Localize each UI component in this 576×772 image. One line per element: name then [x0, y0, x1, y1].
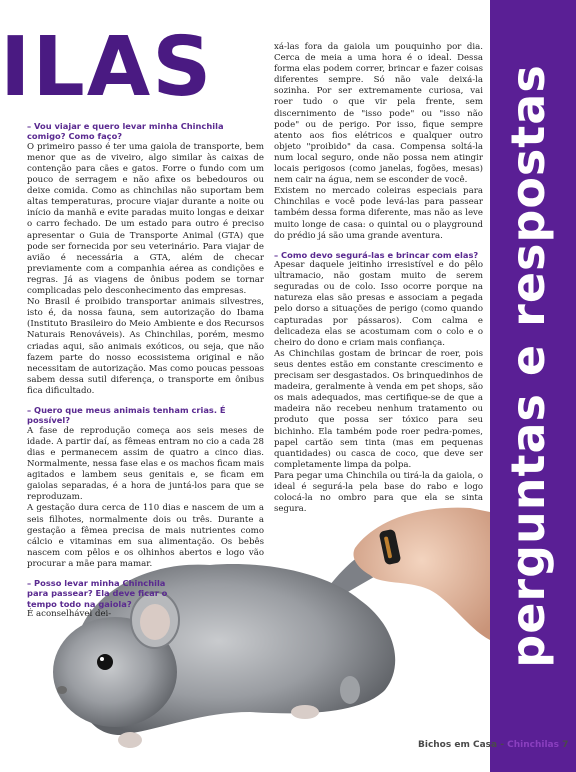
body-paragraph: No Brasil é proibido transportar animais silvestres, isto é, da nossa fauna, sem autorização do Ibama (Instituto Brasileiro do Meio Ambiente e dos Recursos Naturais Renováveis). As Chinchilas, porém, mesmo criadas aqui, são animais exóticos, ou seja, que não fazem parte do nosso ecossistema original e não necessitam de autorização. Mas como poucas pessoas sabem dessa sutil diferença, o transporte em ônibus fica dificultado.	[27, 297, 264, 396]
page-number: 7	[562, 740, 569, 750]
footer-section: Chinchilas	[507, 740, 559, 750]
body-paragraph: Para pegar uma Chinchila ou tirá-la da gaiola, o ideal é segurá-la pela base do rabo e logo colocá-la no ombro para que ela se sinta segura.	[274, 470, 483, 515]
footer-separator: -	[497, 740, 508, 750]
body-paragraph: É aconselhável dei-	[27, 609, 112, 620]
page-footer	[418, 740, 568, 750]
side-title: perguntas e respostas	[501, 64, 555, 668]
question-heading: – Quero que meus animais tenham crias. É possível?	[27, 404, 226, 426]
body-paragraph: Apesar daquele jeitinho irresistível e do pêlo ultramacio, não gostam muito de serem seguradas ou de colo. Isso ocorre porque na natureza elas são presas e associam a pegada pelo dorso a situações de perigo (como quando capturadas por pássaros). Com calma e delicadeza elas se acostumam com o colo e o cheiro do dono e criam mais confiança.	[274, 260, 483, 348]
footer-magazine: Bichos em Casa	[418, 740, 498, 750]
text-column-right	[274, 42, 483, 515]
question-heading: – Como devo segurá-las e brincar com elas?	[274, 249, 479, 260]
body-paragraph: O primeiro passo é ter uma gaiola de transporte, bem menor que as de viveiro, algo similar às caixas de contenção para cães e gatos. Forre o fundo com um pouco de serragem e não afixe os bebedouros ou deixe comida. Como as chinchilas não suportam bem altas temperaturas, procure viajar durante a noite ou início da manhã e evite paradas muito longas e deixar o carro fechado. De um estado para outro é preciso apresentar o Guia de Transporte Animal (GTA) que pode ser fornecida por seu veterinário. Para viajar de avião é necessária a GTA, além de checar previamente com a companhia aérea as condições e regras. Já as viagens de ônibus podem se tornar complicadas pelo desconhecimento das empresas.	[27, 141, 264, 297]
question-heading: – Posso levar minha Chinchila para passear? Ela deve ficar o tempo todo na gaiola?	[27, 578, 168, 609]
body-paragraph: xá-las fora da gaiola um pouquinho por dia. Cerca de meia a uma hora é o ideal. Dessa forma elas podem correr, brincar e fazer coisas diferentes sempre. Só não vale deixá-la sozinha. Por ser extremamente curiosa, vai roer tudo o que vir pela frente, sem discernimento de "isso pode" ou "isso não pode" ou de perigo. Por isso, fique sempre atento aos fios elétricos e qualquer outro objeto "proibido" da casa. Compensa soltá-la num local seguro, onde não possa nem atingir locais perigosos (como janelas, fogões, mesas) nem cair na água, nem se esconder de você.	[274, 42, 483, 186]
body-paragraph: A fase de reprodução começa aos seis meses de idade. A partir daí, as fêmeas entram no cio a cada 28 dias e permanecem assim de quatro a cinco dias. Normalmente, nessa fase elas e os machos ficam mais agitados e lambem seus genitais e, se ficam em gaiolas separadas, é a hora de juntá-los para que se reproduzam.	[27, 425, 264, 503]
question-heading: – Vou viajar e quero levar minha Chinchila comigo? Como faço?	[27, 121, 224, 142]
body-paragraph: A gestação dura cerca de 110 dias e nascem de um a seis filhotes, normalmente dois ou três. Durante a gestação a fêmea precisa de mais nutrientes como cálcio e vitaminas em sua alimentação. Os bebês nascem com pêlos e os olhinhos abertos e logo vão procurar a mãe para mamar.	[27, 503, 264, 569]
page-title-fragment: ILAS	[0, 22, 214, 114]
text-column-left	[27, 121, 264, 620]
body-paragraph: As Chinchilas gostam de brincar de roer, pois seus dentes estão em constante crescimento e precisam ser desgastados. Os brinquedinhos de madeira, geralmente à venda em pet shops, são os mais adequados, mas certifique-se de que a madeira não recebeu nenhum tratamento ou produto que possa ser tóxico para seu bichinho. Ela também pode roer pedra-pomes, papel cartão sem tinta (mas em pequenas quantidades) ou casca de coco, que deve ser completamente limpa da polpa.	[274, 348, 483, 470]
body-paragraph: Existem no mercado coleiras especiais para Chinchilas e você pode levá-las para passear também dessa forma diferente, mas não as leve muito longe de casa: o quintal ou o playground do prédio já são uma grande aventura.	[274, 186, 483, 241]
